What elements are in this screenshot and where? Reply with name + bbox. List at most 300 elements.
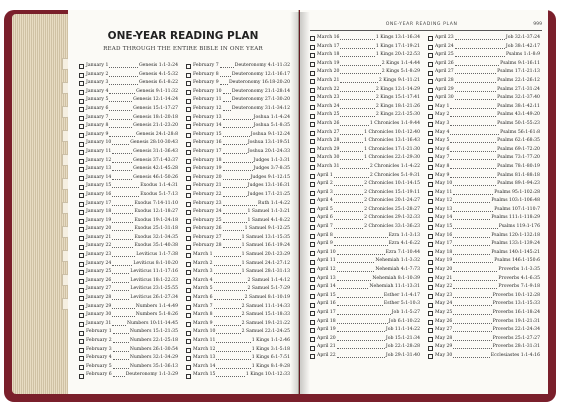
checkbox-icon[interactable] [428, 45, 433, 50]
checkbox-icon[interactable] [186, 356, 191, 361]
checkbox-icon[interactable] [186, 348, 191, 353]
entry-date: January 11 [86, 148, 112, 154]
checkbox-icon[interactable] [79, 124, 84, 129]
checkbox-icon[interactable] [186, 331, 191, 336]
checkbox-icon[interactable] [310, 199, 315, 204]
checkbox-icon[interactable] [428, 277, 433, 282]
checkbox-icon[interactable] [186, 99, 191, 104]
checkbox-icon[interactable] [186, 185, 191, 190]
checkbox-icon[interactable] [428, 96, 433, 101]
entry-date: January 29 [86, 303, 112, 309]
checkbox-icon[interactable] [186, 159, 191, 164]
entry-date: May 14 [435, 215, 453, 221]
leader-dots [112, 320, 126, 326]
checkbox-icon[interactable] [310, 139, 315, 144]
checkbox-icon[interactable] [428, 311, 433, 316]
entry-reading: Psalms 89:1-94:23 [497, 181, 540, 187]
checkbox-icon[interactable] [79, 365, 84, 370]
checkbox-icon[interactable] [310, 294, 315, 299]
checkbox-icon[interactable] [310, 96, 315, 101]
checkbox-icon[interactable] [310, 62, 315, 67]
leader-dots [112, 234, 133, 240]
reading-plan-entry [310, 232, 420, 241]
leader-dots [112, 165, 132, 171]
leader-dots [109, 114, 132, 120]
reading-plan-entry [428, 266, 540, 275]
checkbox-icon[interactable] [79, 219, 84, 224]
leader-dots [337, 257, 375, 263]
entry-date: March 28 [317, 138, 340, 144]
checkbox-icon[interactable] [186, 262, 191, 267]
leader-dots [340, 34, 374, 40]
checkbox-icon[interactable] [428, 191, 433, 196]
checkbox-icon[interactable] [428, 62, 433, 67]
leader-dots [216, 328, 240, 334]
leader-dots [334, 214, 363, 220]
checkbox-icon[interactable] [186, 142, 191, 147]
entry-reading: 1 Chronicles 1:1-9:44 [369, 120, 420, 126]
right-page [300, 10, 548, 394]
checkbox-icon[interactable] [310, 122, 315, 127]
reading-plan-entry [79, 346, 178, 355]
leader-dots [455, 94, 496, 100]
reading-plan-entry [79, 79, 178, 88]
checkbox-icon[interactable] [428, 53, 433, 58]
leader-dots [337, 343, 385, 349]
leader-dots [340, 120, 368, 126]
entry-reading: Psalms 56:1-61:8 [500, 129, 540, 135]
reading-plan-entry [310, 137, 420, 146]
entry-date: February 6 [86, 372, 112, 378]
checkbox-icon[interactable] [79, 236, 84, 241]
entry-date: May 4 [435, 129, 450, 135]
leader-dots [453, 343, 491, 349]
entry-date: April 13 [317, 275, 336, 281]
leader-dots [223, 114, 253, 120]
leader-dots [214, 285, 247, 291]
checkbox-icon[interactable] [310, 105, 315, 110]
checkbox-icon[interactable] [310, 45, 315, 50]
leader-dots [216, 371, 244, 377]
checkbox-icon[interactable] [310, 328, 315, 333]
checkbox-icon[interactable] [310, 268, 315, 273]
reading-plan-entry [79, 182, 178, 191]
checkbox-icon[interactable] [428, 122, 433, 127]
entry-date: January 28 [86, 295, 112, 301]
reading-plan-entry [428, 197, 540, 206]
checkbox-icon[interactable] [310, 303, 315, 308]
checkbox-icon[interactable] [310, 320, 315, 325]
reading-plan-entry [79, 285, 178, 294]
checkbox-icon[interactable] [428, 337, 433, 342]
entry-date: March 27 [317, 129, 340, 135]
checkbox-icon[interactable] [186, 365, 191, 370]
checkbox-icon[interactable] [428, 242, 433, 247]
checkbox-icon[interactable] [79, 331, 84, 336]
checkbox-icon[interactable] [79, 296, 84, 301]
checkbox-icon[interactable] [310, 337, 315, 342]
leader-dots [113, 354, 129, 360]
entry-reading: 1 Samuel 24:1-27:12 [241, 260, 290, 266]
checkbox-icon[interactable] [186, 210, 191, 215]
leader-dots [340, 43, 374, 49]
reading-plan-entry [186, 363, 290, 372]
reading-plan-entry [310, 206, 420, 215]
leader-dots [340, 129, 363, 135]
entry-reading: Joshua 13:1-19:51 [247, 140, 290, 146]
leader-dots [113, 337, 129, 343]
entry-reading: Proverbs 7:1-9:18 [498, 284, 540, 290]
checkbox-icon[interactable] [186, 116, 191, 121]
entry-date: February 14 [193, 123, 222, 129]
leader-dots [214, 303, 241, 309]
checkbox-icon[interactable] [428, 285, 433, 290]
checkbox-icon[interactable] [186, 245, 191, 250]
left-page [68, 10, 299, 394]
entry-reading: Nehemiah 1:1-3:32 [375, 258, 420, 264]
entry-reading: 2 Chronicles 1:1-4:22 [369, 163, 420, 169]
checkbox-icon[interactable] [310, 242, 315, 247]
entry-reading: Job 32:1-37:24 [505, 35, 540, 40]
checkbox-icon[interactable] [428, 320, 433, 325]
leader-dots [334, 172, 369, 178]
checkbox-icon[interactable] [79, 262, 84, 267]
entry-reading: Psalms 146:1-150:6 [494, 258, 540, 264]
checkbox-icon[interactable] [186, 107, 191, 112]
entry-date: May 1 [435, 103, 450, 109]
entry-date: March 8 [193, 312, 213, 318]
checkbox-icon[interactable] [310, 354, 315, 359]
checkbox-icon[interactable] [186, 339, 191, 344]
checkbox-icon[interactable] [428, 114, 433, 119]
checkbox-icon[interactable] [186, 236, 191, 241]
entry-date: April 3 [317, 189, 333, 195]
reading-plan-entry [428, 60, 540, 69]
checkbox-icon[interactable] [79, 116, 84, 121]
entry-reading: 2 Samuel 1:1-4:12 [247, 277, 290, 283]
checkbox-icon[interactable] [79, 81, 84, 86]
checkbox-icon[interactable] [428, 260, 433, 265]
reading-plan-entry [310, 60, 420, 69]
checkbox-icon[interactable] [186, 270, 191, 275]
checkbox-icon[interactable] [428, 88, 433, 93]
checkbox-icon[interactable] [428, 36, 433, 41]
checkbox-icon[interactable] [79, 322, 84, 327]
checkbox-icon[interactable] [79, 73, 84, 78]
leader-dots [453, 275, 497, 281]
page-subtitle: READ THROUGH THE ENTIRE BIBLE IN ONE YEAR [103, 46, 263, 52]
leader-dots [453, 292, 491, 298]
leader-dots [453, 249, 490, 255]
checkbox-icon[interactable] [186, 167, 191, 172]
checkbox-icon[interactable] [186, 219, 191, 224]
entry-reading: Job 22:1-28:28 [385, 344, 420, 350]
checkbox-icon[interactable] [186, 313, 191, 318]
checkbox-icon[interactable] [79, 348, 84, 353]
checkbox-icon[interactable] [186, 288, 191, 293]
entry-reading: Proverbs 10:1-12:28 [492, 292, 540, 298]
entry-date: April 25 [435, 52, 454, 58]
checkbox-icon[interactable] [79, 279, 84, 284]
checkbox-icon[interactable] [310, 346, 315, 351]
reading-plan-entry [428, 146, 540, 155]
leader-dots [223, 122, 253, 128]
checkbox-icon[interactable] [428, 251, 433, 256]
checkbox-icon[interactable] [186, 124, 191, 129]
checkbox-icon[interactable] [310, 217, 315, 222]
checkbox-icon[interactable] [428, 217, 433, 222]
entry-date: February 21 [193, 183, 222, 189]
checkbox-icon[interactable] [79, 210, 84, 215]
checkbox-icon[interactable] [186, 296, 191, 301]
entry-reading: 1 Kings 8:1-9:28 [251, 363, 290, 369]
entry-reading: Psalms 140:1-145:21 [491, 249, 540, 255]
reading-plan-entry [79, 88, 178, 97]
reading-plan-entry [310, 68, 420, 77]
reading-plan-entry [79, 320, 178, 329]
entry-date: April 7 [317, 224, 333, 230]
entry-reading: 1 Kings 13:1-16:34 [375, 35, 420, 40]
checkbox-icon[interactable] [186, 193, 191, 198]
leader-dots [112, 148, 132, 154]
checkbox-icon[interactable] [428, 354, 433, 359]
checkbox-icon[interactable] [428, 139, 433, 144]
checkbox-icon[interactable] [310, 79, 315, 84]
checkbox-icon[interactable] [186, 150, 191, 155]
entry-reading: Deuteronomy 21:1-28:14 [231, 88, 290, 94]
checkbox-icon[interactable] [428, 165, 433, 170]
checkbox-icon[interactable] [428, 79, 433, 84]
checkbox-icon[interactable] [310, 182, 315, 187]
checkbox-icon[interactable] [310, 225, 315, 230]
entry-date: May 9 [435, 172, 450, 178]
checkbox-icon[interactable] [186, 279, 191, 284]
reading-plan-entry [428, 214, 540, 223]
entry-reading: Psalms 78:1-80:19 [497, 163, 540, 169]
entry-reading: 2 Samuel 19:1-21:22 [241, 320, 290, 326]
entry-date: April 5 [317, 206, 333, 212]
checkbox-icon[interactable] [310, 277, 315, 282]
entry-reading: Psalms 38:1-42:11 [497, 103, 540, 109]
checkbox-icon[interactable] [79, 107, 84, 112]
checkbox-icon[interactable] [186, 253, 191, 258]
checkbox-icon[interactable] [79, 356, 84, 361]
reading-plan-entry [310, 197, 420, 206]
leader-dots [109, 62, 138, 68]
entry-reading: Leviticus 11:1-17:16 [130, 269, 178, 275]
checkbox-icon[interactable] [428, 157, 433, 162]
checkbox-icon[interactable] [79, 270, 84, 275]
checkbox-icon[interactable] [79, 185, 84, 190]
checkbox-icon[interactable] [79, 150, 84, 155]
checkbox-icon[interactable] [79, 193, 84, 198]
checkbox-icon[interactable] [310, 285, 315, 290]
reading-plan-entry [310, 120, 420, 129]
entry-date: May 11 [435, 189, 453, 195]
checkbox-icon[interactable] [428, 234, 433, 239]
checkbox-icon[interactable] [428, 182, 433, 187]
entry-reading: Leviticus 23:1-25:55 [130, 286, 178, 292]
checkbox-icon[interactable] [186, 73, 191, 78]
checkbox-icon[interactable] [310, 208, 315, 213]
entry-date: March 21 [317, 77, 340, 83]
checkbox-icon[interactable] [310, 71, 315, 76]
entry-date: May 13 [435, 206, 453, 212]
checkbox-icon[interactable] [310, 148, 315, 153]
checkbox-icon[interactable] [428, 148, 433, 153]
checkbox-icon[interactable] [310, 251, 315, 256]
checkbox-icon[interactable] [186, 374, 191, 379]
checkbox-icon[interactable] [428, 174, 433, 179]
checkbox-icon[interactable] [310, 114, 315, 119]
reading-plan-entry [186, 62, 290, 71]
entry-reading: Job 29:1-31:40 [385, 352, 420, 358]
entry-reading: 1 Samuel 1:1-3:21 [247, 209, 290, 215]
reading-plan-entry [79, 225, 178, 234]
reading-plan-entry [79, 122, 178, 131]
reading-column-2 [186, 62, 290, 380]
checkbox-icon[interactable] [186, 64, 191, 69]
checkbox-icon[interactable] [186, 176, 191, 181]
checkbox-icon[interactable] [79, 227, 84, 232]
entry-reading: Psalms 9:1-16:11 [500, 60, 540, 66]
checkbox-icon[interactable] [79, 176, 84, 181]
checkbox-icon[interactable] [310, 311, 315, 316]
checkbox-icon[interactable] [428, 328, 433, 333]
entry-date: March 3 [193, 269, 213, 275]
checkbox-icon[interactable] [428, 105, 433, 110]
entry-date: May 16 [435, 232, 453, 238]
entry-date: April 23 [435, 35, 454, 40]
checkbox-icon[interactable] [310, 174, 315, 179]
checkbox-icon[interactable] [186, 322, 191, 327]
checkbox-icon[interactable] [310, 165, 315, 170]
entry-reading: 2 Chronicles 25:1-28:27 [364, 206, 420, 212]
checkbox-icon[interactable] [79, 245, 84, 250]
reading-plan-entry [186, 285, 290, 294]
reading-plan-entry [186, 354, 290, 363]
checkbox-icon[interactable] [428, 131, 433, 136]
entry-date: March 14 [193, 363, 216, 369]
entry-date: April 15 [317, 292, 336, 298]
leader-dots [220, 79, 228, 85]
checkbox-icon[interactable] [310, 88, 315, 93]
leader-dots [112, 251, 135, 257]
checkbox-icon[interactable] [310, 234, 315, 239]
checkbox-icon[interactable] [428, 208, 433, 213]
entry-date: March 11 [193, 338, 216, 343]
reading-plan-entry [186, 225, 290, 234]
checkbox-icon[interactable] [310, 36, 315, 41]
checkbox-icon[interactable] [79, 288, 84, 293]
reading-plan-entry [310, 111, 420, 120]
checkbox-icon[interactable] [186, 90, 191, 95]
leader-dots [340, 163, 368, 169]
entry-date: January 23 [86, 252, 112, 258]
entry-reading: Numbers 5:1-8:26 [135, 312, 178, 318]
entry-date: May 27 [435, 327, 453, 333]
reading-column-4 [428, 34, 540, 361]
entry-date: May 3 [435, 120, 450, 126]
checkbox-icon[interactable] [79, 374, 84, 379]
checkbox-icon[interactable] [186, 202, 191, 207]
checkbox-icon[interactable] [79, 99, 84, 104]
checkbox-icon[interactable] [428, 303, 433, 308]
checkbox-icon[interactable] [79, 313, 84, 318]
checkbox-icon[interactable] [428, 294, 433, 299]
entry-date: March 30 [317, 155, 340, 161]
checkbox-icon[interactable] [310, 157, 315, 162]
checkbox-icon[interactable] [79, 142, 84, 147]
checkbox-icon[interactable] [186, 133, 191, 138]
reading-plan-entry [310, 257, 420, 266]
checkbox-icon[interactable] [310, 131, 315, 136]
checkbox-icon[interactable] [79, 167, 84, 172]
leader-dots [453, 232, 490, 238]
checkbox-icon[interactable] [310, 260, 315, 265]
checkbox-icon[interactable] [79, 339, 84, 344]
checkbox-icon[interactable] [428, 199, 433, 204]
checkbox-icon[interactable] [428, 225, 433, 230]
leader-dots [223, 191, 247, 197]
checkbox-icon[interactable] [186, 81, 191, 86]
reading-plan-entry [186, 217, 290, 226]
checkbox-icon[interactable] [79, 305, 84, 310]
checkbox-icon[interactable] [79, 159, 84, 164]
checkbox-icon[interactable] [428, 346, 433, 351]
leader-dots [112, 277, 129, 283]
entry-reading: Job 1:1-5:27 [391, 310, 420, 315]
checkbox-icon[interactable] [79, 253, 84, 258]
reading-plan-entry [79, 277, 178, 286]
checkbox-icon[interactable] [428, 71, 433, 76]
entry-date: May 19 [435, 258, 453, 264]
reading-plan-entry [186, 303, 290, 312]
checkbox-icon[interactable] [186, 305, 191, 310]
entry-date: January 27 [86, 286, 112, 292]
reading-plan-entry [310, 163, 420, 172]
entry-date: January 26 [86, 277, 112, 283]
checkbox-icon[interactable] [310, 53, 315, 58]
reading-plan-entry [428, 34, 540, 43]
checkbox-icon[interactable] [79, 64, 84, 69]
leader-dots [450, 120, 496, 126]
entry-reading: Judges 13:1-16:31 [247, 183, 290, 189]
checkbox-icon[interactable] [428, 268, 433, 273]
entry-date: March 15 [193, 372, 216, 378]
checkbox-icon[interactable] [79, 133, 84, 138]
reading-plan-entry [79, 328, 178, 337]
checkbox-icon[interactable] [79, 90, 84, 95]
leader-dots [453, 257, 493, 263]
entry-date: February 22 [193, 191, 222, 197]
entry-date: April 30 [435, 95, 454, 101]
entry-date: May 24 [435, 301, 453, 307]
checkbox-icon[interactable] [310, 191, 315, 196]
entry-date: March 22 [317, 86, 340, 92]
checkbox-icon[interactable] [186, 227, 191, 232]
reading-plan-entry [310, 103, 420, 112]
leader-dots [214, 277, 247, 283]
entry-reading: Ecclesiastes 1:1-4:16 [490, 352, 540, 358]
entry-reading: Genesis 9:1-11:32 [136, 88, 178, 94]
checkbox-icon[interactable] [79, 202, 84, 207]
entry-reading: Job 38:1-42:17 [505, 43, 540, 49]
entry-reading: Joshua 9:1-12:24 [250, 131, 290, 137]
leader-dots [455, 77, 496, 83]
entry-reading: 2 Kings 18:1-21:26 [375, 103, 420, 109]
entry-date: January 30 [86, 312, 112, 318]
